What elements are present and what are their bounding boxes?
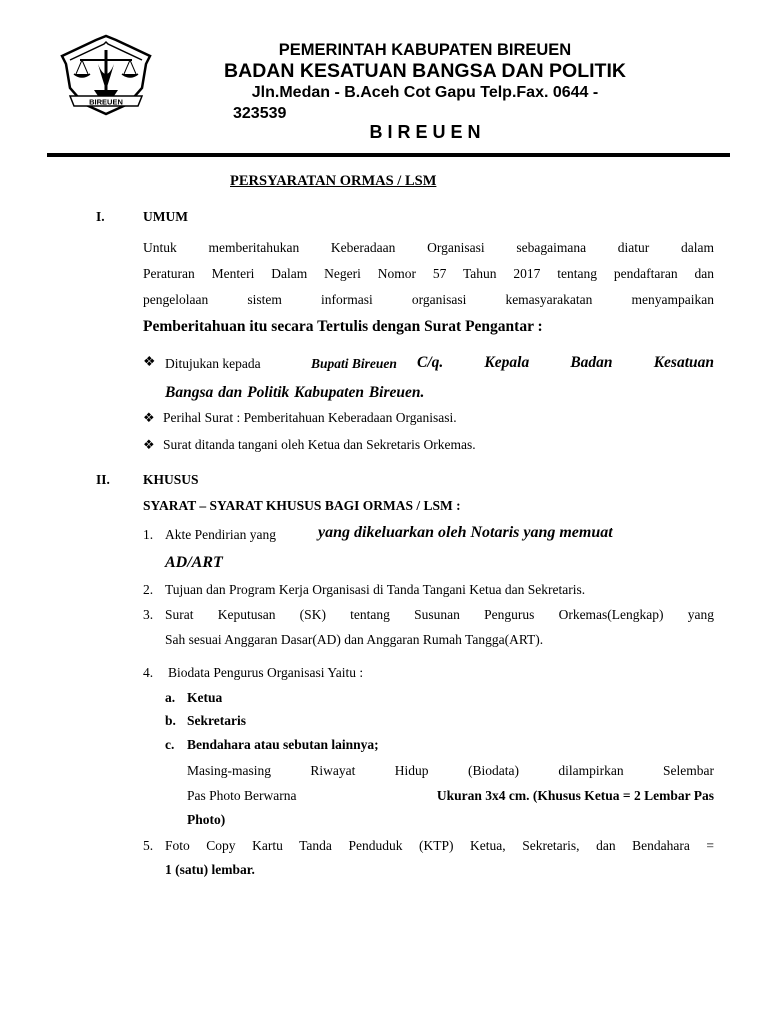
item1-number: 1.	[143, 527, 154, 542]
document-title: PERSYARATAN ORMAS / LSM	[230, 173, 437, 189]
sub-c-text: Bendahara atau sebutan lainnya;	[187, 737, 379, 752]
item1-line2: AD/ART	[165, 554, 223, 571]
note-line1: Masing-masing Riwayat Hidup (Biodata) dilampirkan Selembar	[187, 763, 714, 778]
bireuen-logo	[56, 34, 156, 118]
bullet1-text: Ditujukan kepada	[165, 356, 261, 371]
bullet-item	[143, 437, 718, 455]
bullet2-text: Perihal Surat : Pemberitahuan Keberadaan Organisasi.	[163, 410, 457, 425]
item4-number: 4.	[143, 665, 154, 680]
sub-b-text: Sekretaris	[187, 713, 246, 728]
bullet3-text: Surat ditanda tangani oleh Ketua dan Sekretaris Orkemas.	[163, 437, 476, 452]
bullet1-recipient-cq: C/q. Kepala Badan Kesatuan	[417, 354, 714, 371]
section2-subheading: SYARAT – SYARAT KHUSUS BAGI ORMAS / LSM :	[143, 498, 461, 513]
section1-para-line1: Untuk memberitahukan Keberadaan Organisasi sebagaimana diatur dalam	[143, 240, 714, 255]
diamond-bullet-icon: ❖	[143, 410, 155, 425]
bullet-item	[143, 410, 718, 428]
bullet1-recipient: Bupati Bireuen	[311, 356, 397, 371]
item5-number: 5.	[143, 838, 154, 853]
diamond-bullet-icon: ❖	[143, 437, 155, 452]
section1-heading: UMUM	[143, 209, 188, 224]
letterhead-line2: BADAN KESATUAN BANGSA DAN POLITIK	[224, 60, 626, 82]
section1-para-line2: Peraturan Menteri Dalam Negeri Nomor 57 Tahun 2017 tentang pendaftaran dan	[143, 266, 714, 281]
letterhead-line4: B I R E U E N	[369, 122, 481, 142]
note-line2-bold: Ukuran 3x4 cm. (Khusus Ketua = 2 Lembar Pas	[436, 788, 714, 803]
logo-text: BIREUEN	[89, 97, 123, 107]
note-line3: Photo)	[187, 812, 226, 827]
sub-c-label: c.	[165, 737, 175, 752]
section1-number: I.	[96, 209, 105, 224]
bullet-item	[143, 353, 718, 375]
item1-italic: yang dikeluarkan oleh Notaris yang memuat	[318, 524, 613, 541]
item3-number: 3.	[143, 607, 154, 622]
note-line2-plain: Pas Photo Berwarna	[187, 788, 297, 803]
letterhead-line3b: 323539	[233, 105, 287, 122]
sub-a-text: Ketua	[187, 690, 223, 705]
item3-line2: Sah sesuai Anggaran Dasar(AD) dan Anggaran Rumah Tangga(ART).	[165, 632, 544, 647]
letterhead-line3: Jln.Medan - B.Aceh Cot Gapu Telp.Fax. 0644 -	[251, 84, 599, 101]
bullet1-line2: Bangsa dan Politik Kabupaten Bireuen.	[165, 384, 425, 401]
item2-text: Tujuan dan Program Kerja Organisasi di Tanda Tangani Ketua dan Sekretaris.	[165, 582, 586, 597]
letterhead-line1: PEMERINTAH KABUPATEN BIREUEN	[278, 41, 572, 59]
letterhead-rule	[47, 153, 730, 157]
item4-text: Biodata Pengurus Organisasi Yaitu :	[168, 665, 364, 680]
item3-line1: Surat Keputusan (SK) tentang Susunan Pengurus Orkemas(Lengkap) yang	[165, 607, 714, 622]
section2-number: II.	[96, 472, 110, 487]
letterhead	[0, 0, 768, 160]
section1-bold-line: Pemberitahuan itu secara Tertulis dengan Surat Pengantar :	[143, 318, 543, 335]
item5-line1: Foto Copy Kartu Tanda Penduduk (KTP) Ketua, Sekretaris, dan Bendahara =	[165, 838, 714, 853]
note-line2	[187, 788, 714, 804]
section2-heading: KHUSUS	[143, 472, 199, 487]
item1-text: Akte Pendirian yang	[165, 527, 276, 542]
diamond-bullet-icon: ❖	[143, 355, 156, 370]
sub-a-label: a.	[165, 690, 176, 705]
sub-b-label: b.	[165, 713, 176, 728]
item2-number: 2.	[143, 582, 154, 597]
section1-para-line3: pengelolaan sistem informasi organisasi kemasyarakatan menyampaikan	[143, 292, 714, 307]
item5-line2: 1 (satu) lembar.	[165, 862, 255, 877]
